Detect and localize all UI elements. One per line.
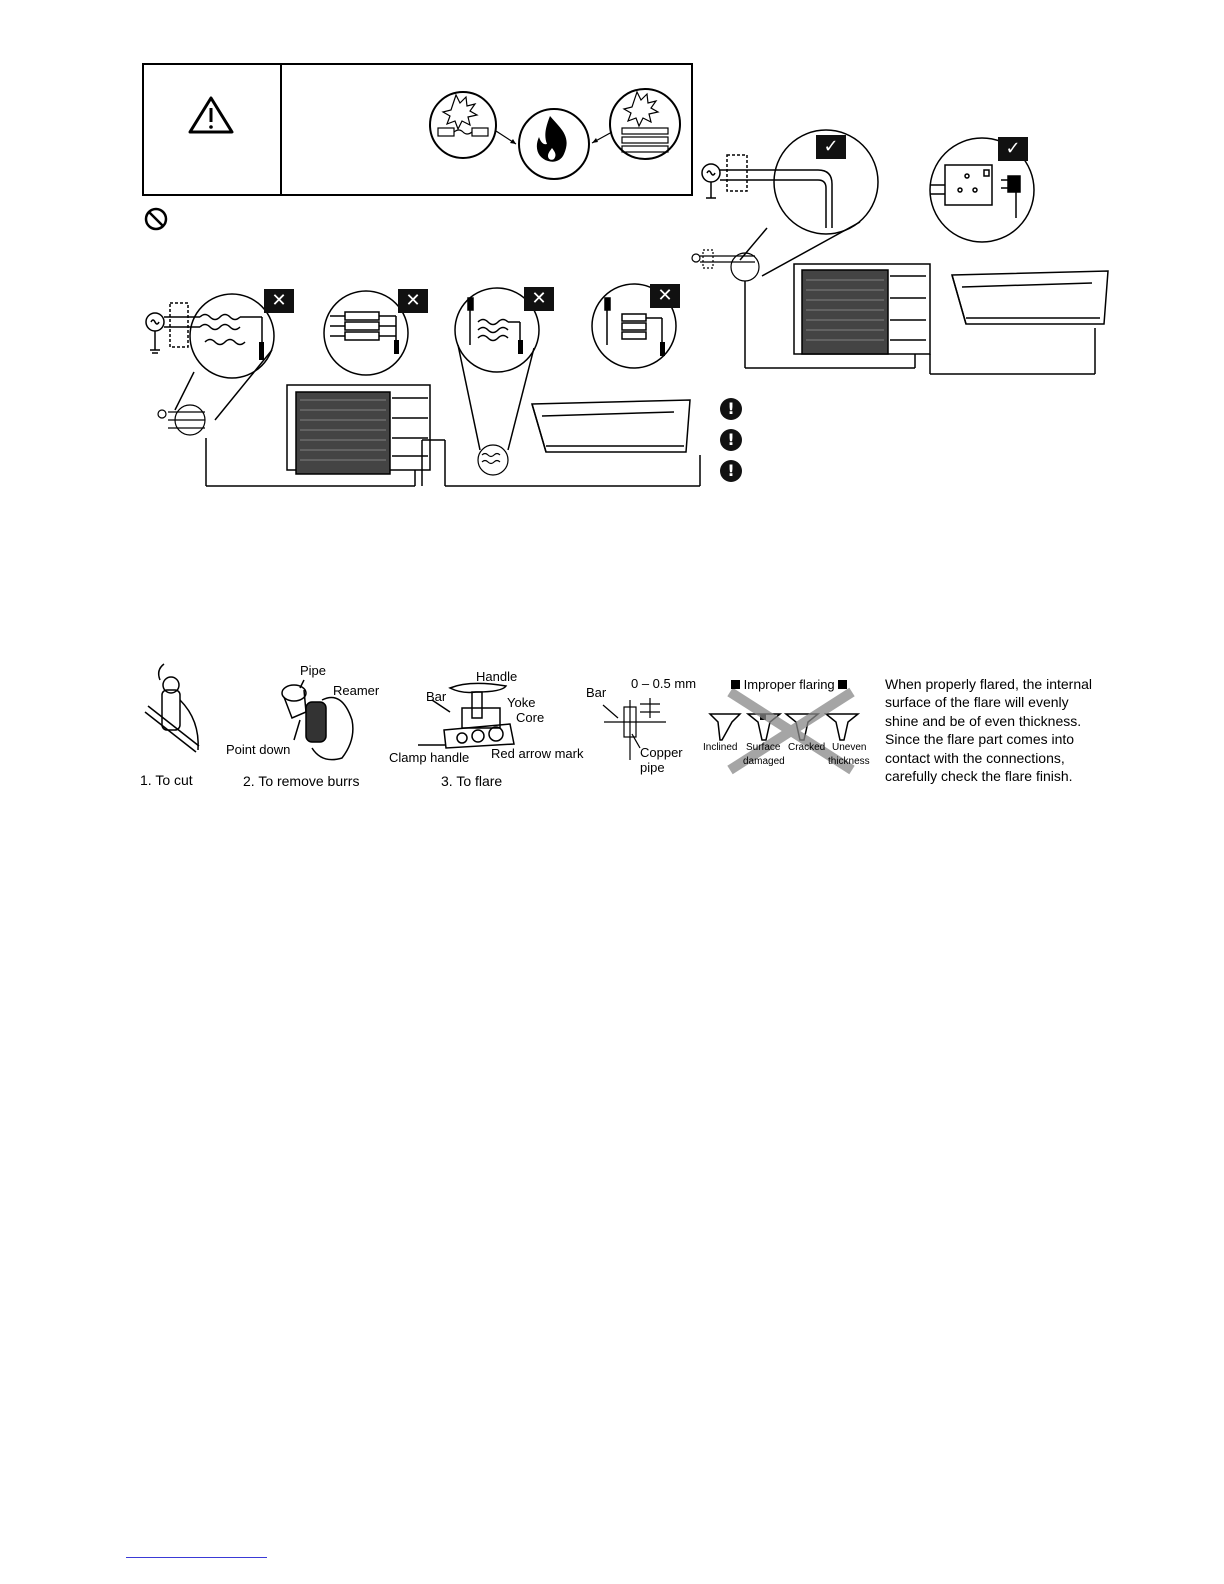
- label-point-down: Point down: [226, 742, 291, 757]
- footer-link[interactable]: [126, 1557, 267, 1558]
- terminal-block-circle: [324, 291, 408, 375]
- correct-mark-1: ✓: [816, 135, 846, 159]
- source-zoom-right: [692, 250, 759, 281]
- indoor-unit-right: [952, 271, 1108, 324]
- label-cracked: Cracked: [788, 742, 826, 753]
- label-copper: Copper: [640, 745, 683, 760]
- label-bar: Bar: [426, 689, 447, 704]
- label-bar-dim: Bar: [586, 685, 607, 700]
- source-zoom-small: [158, 405, 205, 435]
- flare-finish-note: [885, 675, 1125, 785]
- step-cut: 1. To cut: [140, 772, 193, 788]
- spark-terminal-icon: [610, 89, 680, 159]
- incorrect-mark-2: ✕: [398, 289, 428, 313]
- improper-flaring-title: [731, 677, 847, 692]
- twisted-wire-zoom-circle: [455, 288, 539, 450]
- attention-icon-3: !: [720, 460, 742, 482]
- note-line: contact with the connections,: [885, 749, 1065, 766]
- safety-wiring-diagram: [0, 0, 1224, 500]
- correct-wiring-circle: [702, 130, 878, 276]
- incorrect-mark-1: ✕: [264, 289, 294, 313]
- step-flare: 3. To flare: [441, 773, 503, 789]
- note-line: When properly flared, the internal: [885, 676, 1092, 692]
- spark-icon: [430, 92, 496, 158]
- note-line: surface of the flare will evenly: [885, 694, 1069, 711]
- label-thickness: thickness: [828, 756, 870, 767]
- step-remove-burrs: 2. To remove burrs: [243, 773, 360, 789]
- label-pipe-2: pipe: [640, 760, 665, 775]
- label-yoke: Yoke: [507, 695, 536, 710]
- incorrect-mark-4: ✕: [650, 284, 680, 308]
- label-red-arrow-mark: Red arrow mark: [491, 746, 584, 761]
- outdoor-unit-left: [206, 385, 700, 486]
- note-line: shine and be of even thickness.: [885, 712, 1082, 729]
- improper-flaring-label: Improper flaring: [743, 677, 835, 692]
- label-core: Core: [516, 710, 545, 725]
- note-line: Since the flare part comes into: [885, 731, 1075, 748]
- correct-mark-2: ✓: [998, 137, 1028, 161]
- prohibited-icon: [146, 209, 166, 229]
- attention-icon-2: !: [720, 429, 742, 451]
- note-line: carefully check the flare finish.: [885, 768, 1073, 785]
- warning-triangle-icon: [190, 98, 232, 132]
- pipe-cutter-illustration: [145, 664, 199, 752]
- twisted-wire-joint-circle: [146, 294, 274, 420]
- fire-icon: [519, 109, 589, 179]
- label-damaged: damaged: [743, 756, 785, 767]
- label-inclined: Inclined: [703, 742, 738, 753]
- label-uneven: Uneven: [832, 742, 867, 753]
- square-bullet-icon: [731, 680, 740, 689]
- label-surface: Surface: [746, 742, 781, 753]
- label-pipe: Pipe: [300, 663, 327, 678]
- label-clamp-handle: Clamp handle: [389, 750, 470, 765]
- incorrect-mark-3: ✕: [524, 287, 554, 311]
- outdoor-unit-right: [745, 264, 1095, 374]
- joint-zoom-small: [478, 445, 508, 475]
- square-bullet-icon: [838, 680, 847, 689]
- label-dimension: 0 – 0.5 mm: [631, 676, 697, 691]
- attention-icon-1: !: [720, 398, 742, 420]
- indoor-unit-left: [532, 400, 690, 452]
- label-reamer: Reamer: [333, 683, 380, 698]
- label-handle: Handle: [476, 669, 518, 684]
